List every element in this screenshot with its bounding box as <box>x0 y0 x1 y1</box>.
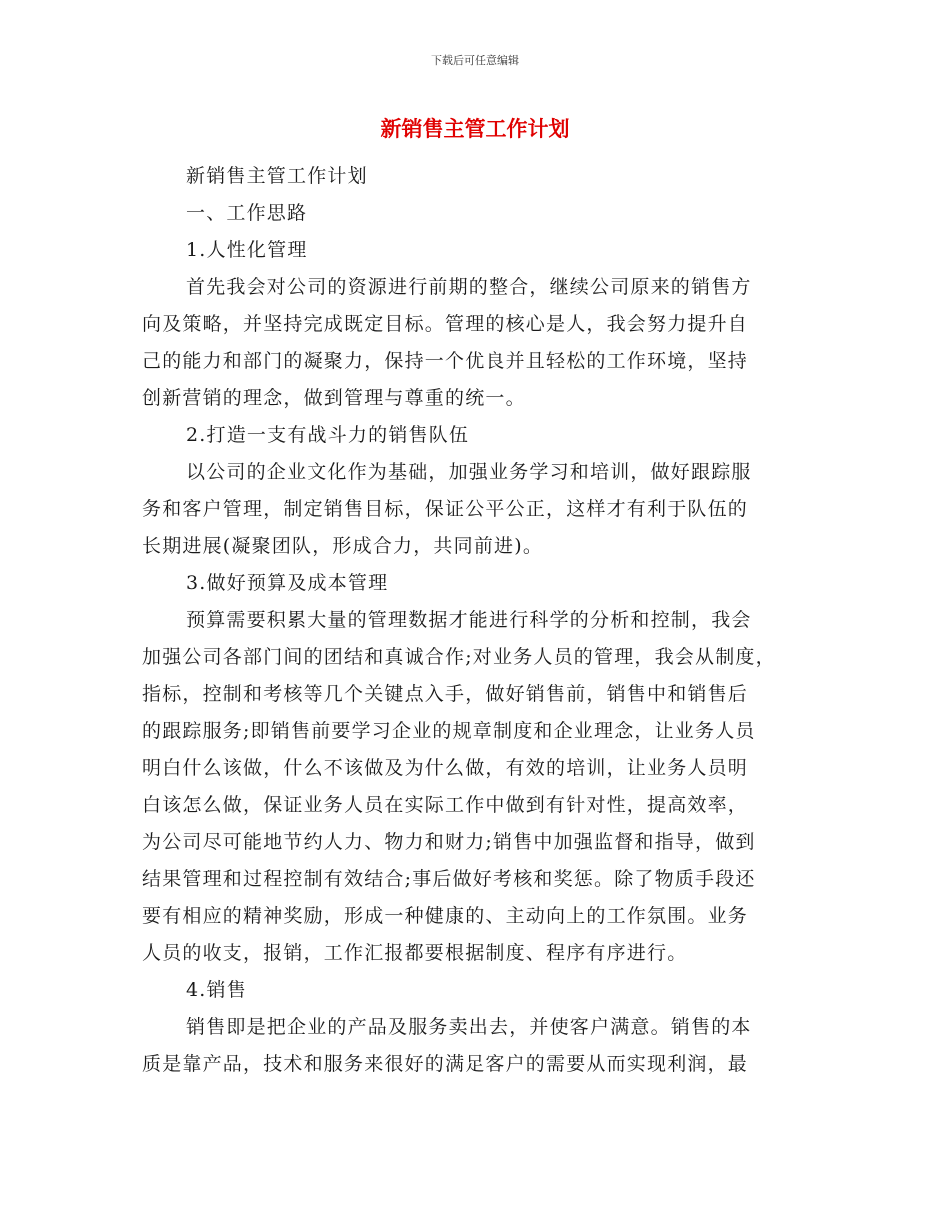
text-line: 创新营销的理念，做到管理与尊重的统一。 <box>142 387 526 409</box>
text-line: 己的能力和部门的凝聚力，保持一个优良并且轻松的工作环境，坚持 <box>142 350 749 372</box>
text-line: 以公司的企业文化作为基础，加强业务学习和培训，做好跟踪服 <box>186 461 752 483</box>
text-line: 长期进展(凝聚团队，形成合力，共同前进)。 <box>142 535 544 557</box>
text-line: 白该怎么做，保证业务人员在实际工作中做到有针对性，提高效率， <box>142 794 749 816</box>
document-title: 新销售主管工作计划 <box>380 116 570 141</box>
text-line: 销售即是把企业的产品及服务卖出去，并使客户满意。销售的本 <box>186 1016 752 1038</box>
text-line: 务和客户管理，制定销售目标，保证公平公正，这样才有利于队伍的 <box>142 498 749 520</box>
text-line: 4.销售 <box>186 979 247 1001</box>
text-line: 一、工作思路 <box>186 202 308 224</box>
text-line: 指标，控制和考核等几个关键点入手，做好销售前，销售中和销售后 <box>142 683 749 705</box>
header-note: 下载后可任意编辑 <box>431 54 519 67</box>
text-line: 首先我会对公司的资源进行前期的整合，继续公司原来的销售方 <box>186 276 752 298</box>
text-line: 预算需要积累大量的管理数据才能进行科学的分析和控制，我会 <box>186 609 752 631</box>
text-line: 要有相应的精神奖励，形成一种健康的、主动向上的工作氛围。业务 <box>142 905 749 927</box>
text-line: 新销售主管工作计划 <box>186 165 368 187</box>
text-line: 结果管理和过程控制有效结合;事后做好考核和奖惩。除了物质手段还 <box>142 868 756 890</box>
text-line: 的跟踪服务;即销售前要学习企业的规章制度和企业理念，让业务人员 <box>142 720 756 742</box>
text-line: 人员的收支，报销，工作汇报都要根据制度、程序有序进行。 <box>142 942 688 964</box>
text-line: 为公司尽可能地节约人力、物力和财力;销售中加强监督和指导，做到 <box>142 831 756 853</box>
text-line: 3.做好预算及成本管理 <box>186 572 389 594</box>
text-line: 质是靠产品，技术和服务来很好的满足客户的需要从而实现利润，最 <box>142 1053 749 1075</box>
text-line: 2.打造一支有战斗力的销售队伍 <box>186 424 470 446</box>
text-line: 明白什么该做，什么不该做及为什么做，有效的培训，让业务人员明 <box>142 757 749 779</box>
document-body <box>142 158 812 1083</box>
text-line: 1.人性化管理 <box>186 239 308 261</box>
text-line: 向及策略，并坚持完成既定目标。管理的核心是人，我会努力提升自 <box>142 313 749 335</box>
text-line: 加强公司各部门间的团结和真诚合作;对业务人员的管理，我会从制度， <box>142 646 776 668</box>
